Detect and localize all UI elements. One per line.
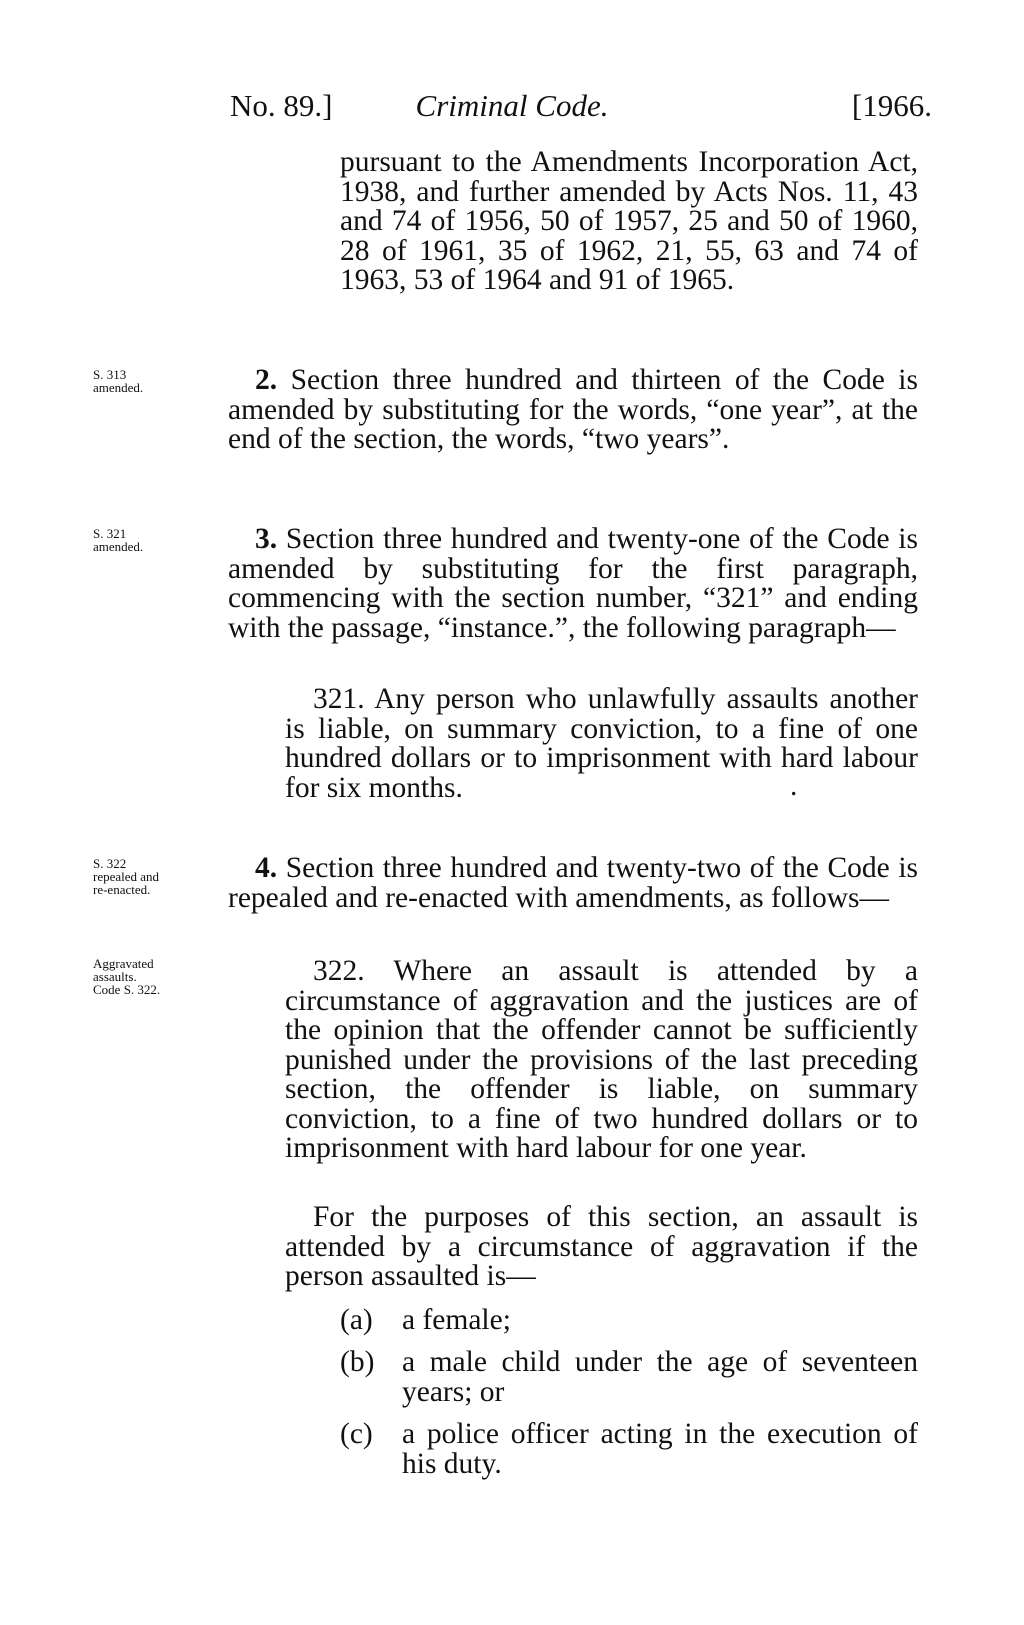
section-number: 2. [255,364,278,396]
section-3-paragraph [228,525,918,643]
section-number: 3. [255,523,278,555]
stray-mark: . [790,770,798,802]
margin-note-line: amended. [93,539,144,554]
list-item-label: (c) [340,1418,373,1450]
section-322-paragraph: 322. Where an assault is attended by a circumstance of aggravation and the justices are of the opinion that the offender cannot be sufficiently punished under the provisions of the last preceding section, the offender is liable, on summary conviction, to a fine of two hundred dollars or to imprisonment with hard labour for one year. [285,955,918,1164]
list-item-text: a police officer acting in the execution of his duty. [402,1418,918,1480]
intro-paragraph: pursuant to the Amendments Incorporation Act, 1938, and further amended by Acts Nos. 11, 43 and 74 of 1956, 50 of 1957, 25 and 50 of 1960, 28 of 1961, 35 of 1962, 21, 55, 63 and 74 of 1963, 53 of 1964 and 91 of 1965. [340,146,918,296]
list-item-label: (a) [340,1304,373,1336]
margin-note-line: repealed and [93,869,160,884]
margin-note-line: Aggravated [93,956,154,971]
section-4-paragraph [228,854,918,913]
section-text: Section three hundred and twenty-two of the Code is repealed and re-enacted with amendments, as follows— [228,852,918,914]
list-item-label: (b) [340,1346,375,1378]
margin-note-line: re-enacted. [93,882,151,897]
margin-note-s322 [93,857,223,896]
section-number: 4. [255,852,278,884]
list-item [340,1420,918,1480]
list-item [340,1306,918,1336]
margin-note-s321 [93,527,223,553]
margin-note-line: S. 313 [93,367,127,382]
quoted-section-321: 321. Any person who unlawfully assaults another is liable, on summary conviction, to a fine of one hundred dollars or to imprisonment with hard labour for six months. [285,683,918,804]
margin-note-line: Code S. 322. [93,982,161,997]
margin-note-line: S. 322 [93,856,127,871]
list-item-text: a female; [402,1304,511,1336]
purposes-paragraph: For the purposes of this section, an assault is attended by a circumstance of aggravation if the person assaulted is— [285,1201,918,1292]
margin-note-line: assaults. [93,969,137,984]
header-left: No. 89.] [230,88,333,123]
header-title: Criminal Code. [415,88,609,123]
section-2-paragraph [228,366,918,455]
list-item-text: a male child under the age of seventeen years; or [402,1346,918,1408]
list-item [340,1348,918,1408]
margin-note-line: S. 321 [93,526,127,541]
header-right: [1966. [851,88,932,123]
section-text: Section three hundred and thirteen of the Code is amended by substituting for the words, “one year”, at the end of the section, the words, “two years”. [228,364,918,455]
margin-note-s313 [93,368,223,394]
margin-note-line: amended. [93,380,144,395]
section-text: Section three hundred and twenty-one of the Code is amended by substituting for the first paragraph, commencing with the section number, “321” and ending with the passage, “instance.”, the following paragraph— [228,523,918,644]
margin-note-aggravated [93,957,223,996]
